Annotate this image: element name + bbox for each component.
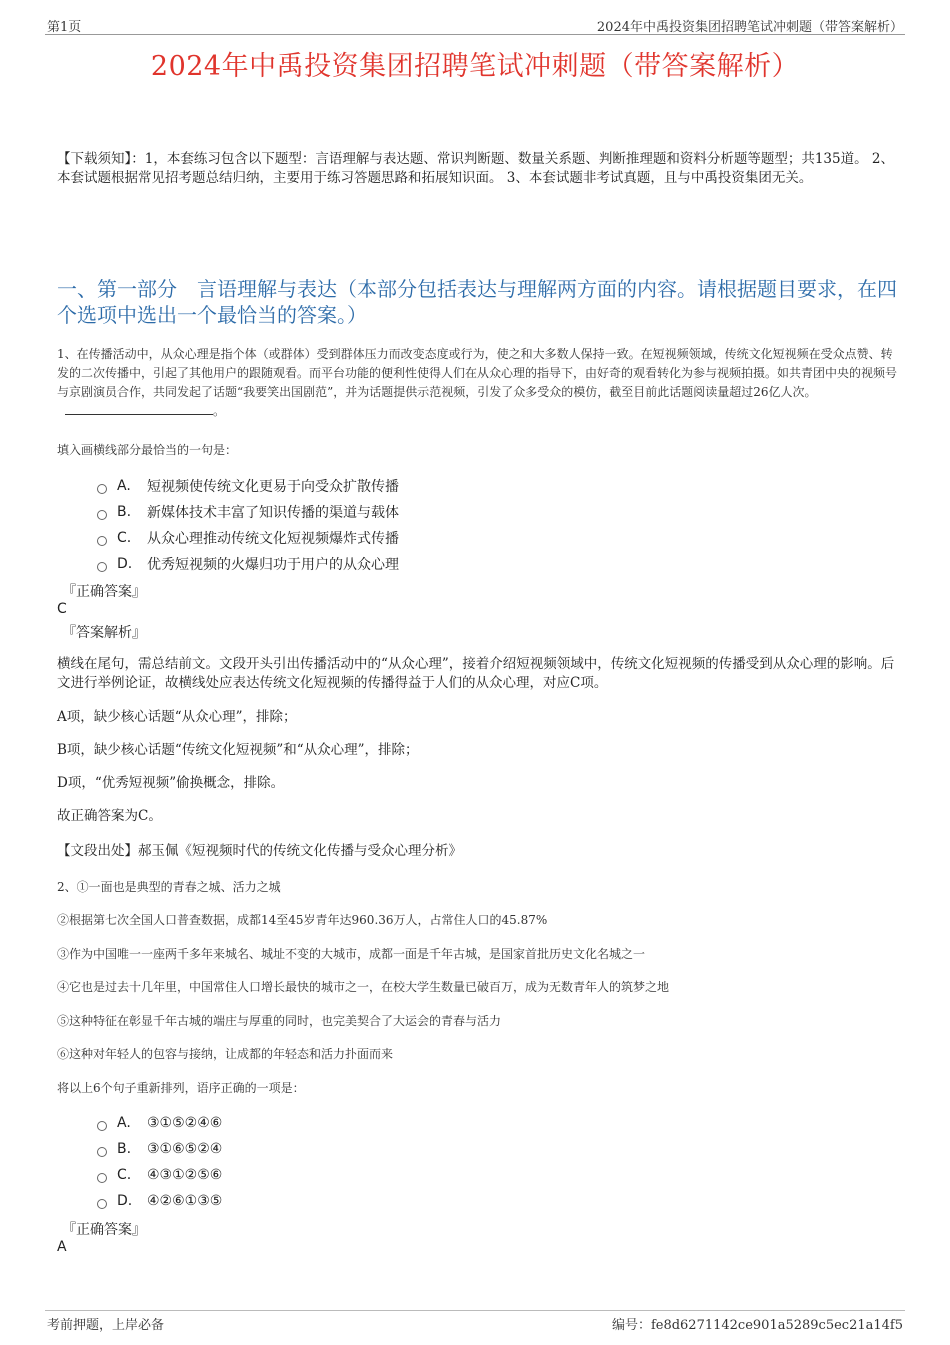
q2-option-d[interactable] xyxy=(97,1191,222,1211)
radio-icon[interactable] xyxy=(97,536,107,546)
q1-option-c[interactable] xyxy=(97,528,399,548)
q2-answer-label: 『正确答案』 xyxy=(62,1222,146,1238)
header-doc-title: 2024年中禹投资集团招聘笔试冲刺题（带答案解析） xyxy=(596,20,903,35)
q1-analysis-main: 横线在尾句，需总结前文。文段开头引出传播活动中的“从众心理”，接着介绍短视频领域中，传统文化短视频的传播受到从众心理的影响。后文进行举例论证，故横线处应表达传统文化短视频的传播得益于人们的从众心理，对应C项。 xyxy=(57,656,895,691)
radio-icon[interactable] xyxy=(97,1173,107,1183)
q1-source: 【文段出处】郝玉佩《短视频时代的传统文化传播与受众心理分析》 xyxy=(57,843,462,859)
page-title: 2024年中禹投资集团招聘笔试冲刺题（带答案解析） xyxy=(150,51,800,82)
option-letter: A. xyxy=(117,1115,131,1131)
q2-sentence-4: ④它也是过去十几年里，中国常住人口增长最快的城市之一，在校大学生数量已破百万，成为无数青年人的筑梦之地 xyxy=(57,980,670,994)
option-letter: C. xyxy=(117,530,132,546)
option-text: ④③①②⑤⑥ xyxy=(147,1167,223,1183)
q1-stem-end: 。 xyxy=(213,404,226,418)
q1-analysis-b: B项，缺少核心话题“传统文化短视频”和“从众心理”，排除； xyxy=(57,742,419,758)
page-number: 第1页 xyxy=(47,20,82,35)
q2-option-c[interactable] xyxy=(97,1165,222,1185)
q2-option-b[interactable] xyxy=(97,1139,222,1159)
q2-sentence-1: 2、①一面也是典型的青春之城、活力之城 xyxy=(57,880,281,894)
option-text: 新媒体技术丰富了知识传播的渠道与载体 xyxy=(147,505,399,521)
q1-answer-label: 『正确答案』 xyxy=(62,584,146,600)
q2-sentence-6: ⑥这种对年轻人的包容与接纳，让成都的年轻态和活力扑面而来 xyxy=(57,1047,394,1061)
radio-icon[interactable] xyxy=(97,510,107,520)
q1-stem-text: 1、在传播活动中，从众心理是指个体（或群体）受到群体压力而改变态度或行为，使之和大多数人保持一致。在短视频领域，传统文化短视频在受众点赞、转发的二次传播中，引起了其他用户的跟随观看。而平台功能的便利性使得人们在从众心理的指导下，由好奇的观看转化为参与视频拍摄。如共青团中央的视频号与京剧演员合作，共同发起了话题“我要笑出国剧范”，并为话题提供示范视频，引发了众多受众的模仿，截至目前此话题阅读量超过26亿人次。 xyxy=(57,347,898,399)
q1-option-b[interactable] xyxy=(97,502,399,522)
option-letter: D. xyxy=(117,1193,133,1209)
option-letter: B. xyxy=(117,504,132,520)
q1-analysis-d: D项，“优秀短视频”偷换概念，排除。 xyxy=(57,775,285,791)
q2-option-a[interactable] xyxy=(97,1113,222,1133)
q1-option-d[interactable] xyxy=(97,554,399,574)
q1-analysis-label: 『答案解析』 xyxy=(62,625,146,641)
option-text: ③①⑤②④⑥ xyxy=(147,1115,223,1131)
q1-stem xyxy=(57,345,899,421)
option-text: 短视频使传统文化更易于向受众扩散传播 xyxy=(147,479,399,495)
option-text: ③①⑥⑤②④ xyxy=(147,1141,223,1157)
q1-option-a[interactable] xyxy=(97,476,399,496)
footer-slogan: 考前押题，上岸必备 xyxy=(47,1318,165,1333)
q2-sentence-3: ③作为中国唯一一座两千多年来城名、城址不变的大城市，成都一面是千年古城，是国家首批历史文化名城之一 xyxy=(57,947,646,961)
download-notice: 【下载须知】：1，本套练习包含以下题型：言语理解与表达题、常识判断题、数量关系题、判断推理题和资料分析题等题型；共135道。 2、本套试题根据常见招考题总结归纳，主要用于练习答题思路和拓展知识面。 3、本套试题非考试真题，且与中禹投资集团无关。 xyxy=(57,151,894,186)
option-letter: D. xyxy=(117,556,133,572)
q2-sentence-5: ⑤这种特征在彰显千年古城的端庄与厚重的同时，也完美契合了大运会的青春与活力 xyxy=(57,1014,502,1028)
radio-icon[interactable] xyxy=(97,484,107,494)
radio-icon[interactable] xyxy=(97,562,107,572)
option-letter: C. xyxy=(117,1167,132,1183)
q2-prompt: 将以上6个句子重新排列，语序正确的一项是： xyxy=(57,1081,305,1095)
radio-icon[interactable] xyxy=(97,1199,107,1209)
option-text: 从众心理推动传统文化短视频爆炸式传播 xyxy=(147,531,399,547)
q2-answer-value: A xyxy=(57,1239,67,1255)
option-letter: A. xyxy=(117,478,131,494)
header-divider xyxy=(45,34,905,35)
footer-doc-id: 编号：fe8d6271142ce901a5289c5ec21a14f5 xyxy=(611,1318,903,1333)
option-text: ④②⑥①③⑤ xyxy=(147,1193,223,1209)
q1-answer-value: C xyxy=(57,601,67,617)
option-letter: B. xyxy=(117,1141,132,1157)
q1-blank xyxy=(65,402,213,415)
section-title: 一、第一部分 言语理解与表达（本部分包括表达与理解两方面的内容。请根据题目要求，在四个选项中选出一个最恰当的答案。） xyxy=(57,277,897,327)
q1-analysis-conclusion: 故正确答案为C。 xyxy=(57,808,162,824)
q2-sentence-2: ②根据第七次全国人口普查数据，成都14至45岁青年达960.36万人，占常住人口的45.87% xyxy=(57,913,548,927)
radio-icon[interactable] xyxy=(97,1121,107,1131)
footer-divider xyxy=(45,1310,905,1311)
radio-icon[interactable] xyxy=(97,1147,107,1157)
q1-analysis-a: A项，缺少核心话题“从众心理”，排除； xyxy=(57,709,297,725)
q1-prompt: 填入画横线部分最恰当的一句是： xyxy=(57,443,238,457)
option-text: 优秀短视频的火爆归功于用户的从众心理 xyxy=(147,557,399,573)
